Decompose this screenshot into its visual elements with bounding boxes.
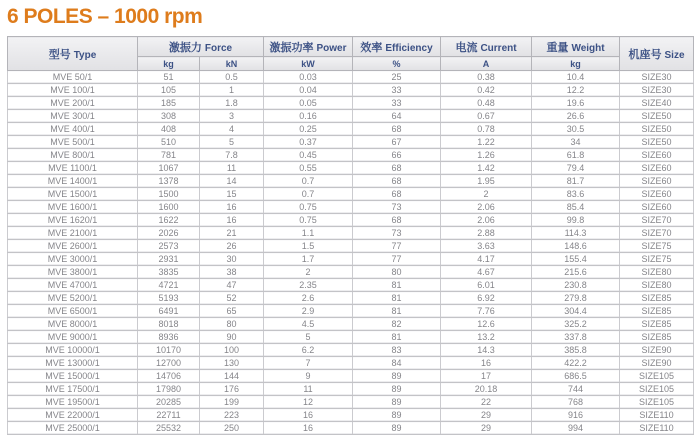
table-cell: 5: [200, 136, 264, 149]
page-title: 6 POLES – 1000 rpm: [7, 5, 203, 28]
table-cell: 6491: [138, 305, 200, 318]
table-cell: MVE 13000/1: [8, 357, 138, 370]
col-header-weight-zh: 重量: [546, 41, 569, 54]
table-cell: 0.03: [264, 71, 353, 84]
table-cell: 67: [353, 136, 441, 149]
table-cell: 408: [138, 123, 200, 136]
table-cell: 81: [353, 292, 441, 305]
table-cell: 230.8: [532, 279, 620, 292]
table-cell: 83: [353, 344, 441, 357]
unit-force-kn: kN: [200, 57, 264, 71]
table-cell: 89: [353, 383, 441, 396]
table-cell: 114.3: [532, 227, 620, 240]
table-cell: MVE 50/1: [8, 71, 138, 84]
table-cell: MVE 100/1: [8, 84, 138, 97]
table-cell: 79.4: [532, 162, 620, 175]
table-row: [8, 97, 694, 110]
table-cell: SIZE40: [620, 97, 694, 110]
table-cell: SIZE90: [620, 344, 694, 357]
table-row: [8, 318, 694, 331]
table-cell: 0.16: [264, 110, 353, 123]
table-cell: 52: [200, 292, 264, 305]
table-cell: 65: [200, 305, 264, 318]
table-cell: 223: [200, 409, 264, 422]
table-cell: 1.42: [441, 162, 532, 175]
col-header-current-en: Current: [480, 42, 517, 54]
table-cell: SIZE105: [620, 383, 694, 396]
table-cell: 4721: [138, 279, 200, 292]
table-cell: 30.5: [532, 123, 620, 136]
table-cell: SIZE90: [620, 357, 694, 370]
table-cell: 1.5: [264, 240, 353, 253]
table-cell: 1.26: [441, 149, 532, 162]
table-cell: 155.4: [532, 253, 620, 266]
table-cell: 0.25: [264, 123, 353, 136]
table-cell: 81.7: [532, 175, 620, 188]
table-cell: 8936: [138, 331, 200, 344]
table-cell: 7.8: [200, 149, 264, 162]
table-cell: 10.4: [532, 71, 620, 84]
table-cell: 2: [264, 266, 353, 279]
table-row: [8, 292, 694, 305]
table-cell: 0.45: [264, 149, 353, 162]
table-cell: 81: [353, 305, 441, 318]
table-cell: 2.06: [441, 214, 532, 227]
unit-current-a: A: [441, 57, 532, 71]
table-cell: 744: [532, 383, 620, 396]
spec-table: [7, 36, 694, 435]
col-header-weight-en: Weight: [571, 42, 605, 54]
table-cell: 17: [441, 370, 532, 383]
table-cell: 12.6: [441, 318, 532, 331]
table-cell: MVE 1620/1: [8, 214, 138, 227]
table-cell: 8018: [138, 318, 200, 331]
table-cell: 11: [200, 162, 264, 175]
table-cell: MVE 17500/1: [8, 383, 138, 396]
table-cell: 130: [200, 357, 264, 370]
table-row: [8, 227, 694, 240]
table-cell: 304.4: [532, 305, 620, 318]
table-cell: 4: [200, 123, 264, 136]
table-row: [8, 162, 694, 175]
table-cell: 73: [353, 227, 441, 240]
table-cell: MVE 2100/1: [8, 227, 138, 240]
table-cell: 68: [353, 162, 441, 175]
table-cell: MVE 1100/1: [8, 162, 138, 175]
table-cell: 16: [200, 201, 264, 214]
table-cell: 105: [138, 84, 200, 97]
table-cell: MVE 3800/1: [8, 266, 138, 279]
col-header-force-zh: 激振力: [168, 41, 202, 54]
table-cell: 0.75: [264, 214, 353, 227]
table-cell: 1067: [138, 162, 200, 175]
table-row: [8, 266, 694, 279]
table-cell: 90: [200, 331, 264, 344]
table-cell: 81: [353, 279, 441, 292]
table-cell: 73: [353, 201, 441, 214]
table-cell: 176: [200, 383, 264, 396]
col-header-size-zh: 机座号: [628, 48, 662, 61]
table-cell: MVE 400/1: [8, 123, 138, 136]
table-cell: SIZE30: [620, 84, 694, 97]
table-cell: 29: [441, 422, 532, 435]
col-header-current-zh: 电流: [455, 41, 478, 54]
table-row: [8, 84, 694, 97]
table-cell: 4.17: [441, 253, 532, 266]
table-row: [8, 136, 694, 149]
table-row: [8, 370, 694, 383]
table-cell: 14: [200, 175, 264, 188]
table-cell: 422.2: [532, 357, 620, 370]
table-cell: 33: [353, 97, 441, 110]
table-row: [8, 331, 694, 344]
table-cell: SIZE75: [620, 240, 694, 253]
table-row: [8, 123, 694, 136]
table-cell: SIZE70: [620, 227, 694, 240]
table-cell: 199: [200, 396, 264, 409]
table-cell: MVE 15000/1: [8, 370, 138, 383]
col-header-size: [620, 37, 694, 71]
table-cell: 77: [353, 253, 441, 266]
table-cell: MVE 5200/1: [8, 292, 138, 305]
table-row: [8, 201, 694, 214]
col-header-size-en: Size: [664, 49, 685, 61]
table-cell: 20.18: [441, 383, 532, 396]
table-cell: 5193: [138, 292, 200, 305]
table-cell: 0.7: [264, 175, 353, 188]
table-cell: 89: [353, 409, 441, 422]
table-cell: 16: [200, 214, 264, 227]
table-cell: 10170: [138, 344, 200, 357]
table-cell: 100: [200, 344, 264, 357]
unit-efficiency-pct: %: [353, 57, 441, 71]
table-cell: 3: [200, 110, 264, 123]
table-cell: 686.5: [532, 370, 620, 383]
col-header-power-zh: 激振功率: [269, 41, 314, 54]
table-cell: 61.8: [532, 149, 620, 162]
table-cell: 89: [353, 396, 441, 409]
table-cell: 68: [353, 175, 441, 188]
table-cell: 0.37: [264, 136, 353, 149]
table-row: [8, 149, 694, 162]
table-cell: 2.35: [264, 279, 353, 292]
table-cell: 47: [200, 279, 264, 292]
table-cell: 994: [532, 422, 620, 435]
table-cell: 12.2: [532, 84, 620, 97]
col-header-efficiency-zh: 效率: [360, 41, 383, 54]
unit-power-kw: kW: [264, 57, 353, 71]
table-cell: 64: [353, 110, 441, 123]
table-cell: 34: [532, 136, 620, 149]
table-cell: 26: [200, 240, 264, 253]
table-cell: 2.06: [441, 201, 532, 214]
table-cell: MVE 8000/1: [8, 318, 138, 331]
table-cell: 0.67: [441, 110, 532, 123]
table-cell: MVE 300/1: [8, 110, 138, 123]
table-row: [8, 71, 694, 84]
table-cell: 337.8: [532, 331, 620, 344]
table-cell: 2026: [138, 227, 200, 240]
table-row: [8, 305, 694, 318]
table-cell: 99.8: [532, 214, 620, 227]
table-cell: 250: [200, 422, 264, 435]
table-cell: MVE 500/1: [8, 136, 138, 149]
table-cell: MVE 6500/1: [8, 305, 138, 318]
table-cell: 89: [353, 370, 441, 383]
table-cell: 80: [200, 318, 264, 331]
table-cell: SIZE105: [620, 396, 694, 409]
table-cell: SIZE60: [620, 201, 694, 214]
table-cell: 51: [138, 71, 200, 84]
table-cell: 89: [353, 422, 441, 435]
table-cell: 916: [532, 409, 620, 422]
table-cell: 1622: [138, 214, 200, 227]
table-cell: 385.8: [532, 344, 620, 357]
table-cell: 29: [441, 409, 532, 422]
col-header-type-zh: 型号: [48, 48, 71, 61]
col-header-current: [441, 37, 532, 57]
table-cell: 3.63: [441, 240, 532, 253]
table-cell: MVE 4700/1: [8, 279, 138, 292]
table-cell: 0.05: [264, 97, 353, 110]
table-cell: 2.9: [264, 305, 353, 318]
table-cell: 768: [532, 396, 620, 409]
table-cell: 14.3: [441, 344, 532, 357]
table-cell: 1.7: [264, 253, 353, 266]
table-cell: SIZE85: [620, 318, 694, 331]
table-cell: 19.6: [532, 97, 620, 110]
table-cell: 77: [353, 240, 441, 253]
col-header-force: [138, 37, 264, 57]
col-header-power: [264, 37, 353, 57]
table-cell: 148.6: [532, 240, 620, 253]
table-cell: 84: [353, 357, 441, 370]
table-cell: 80: [353, 266, 441, 279]
table-cell: 25532: [138, 422, 200, 435]
table-cell: 26.6: [532, 110, 620, 123]
table-cell: MVE 200/1: [8, 97, 138, 110]
table-cell: 185: [138, 97, 200, 110]
table-cell: 38: [200, 266, 264, 279]
table-cell: MVE 10000/1: [8, 344, 138, 357]
table-cell: SIZE75: [620, 253, 694, 266]
table-row: [8, 175, 694, 188]
table-cell: SIZE60: [620, 175, 694, 188]
table-cell: SIZE70: [620, 214, 694, 227]
table-body: [8, 71, 694, 435]
col-header-efficiency: [353, 37, 441, 57]
table-cell: 1.22: [441, 136, 532, 149]
table-cell: SIZE50: [620, 123, 694, 136]
table-cell: MVE 9000/1: [8, 331, 138, 344]
table-cell: 4.5: [264, 318, 353, 331]
table-cell: 14706: [138, 370, 200, 383]
table-cell: SIZE105: [620, 370, 694, 383]
table-cell: 0.55: [264, 162, 353, 175]
table-cell: 1.1: [264, 227, 353, 240]
table-cell: 279.8: [532, 292, 620, 305]
table-cell: 30: [200, 253, 264, 266]
table-cell: 781: [138, 149, 200, 162]
table-cell: 215.6: [532, 266, 620, 279]
header-row-main: [8, 37, 694, 57]
table-cell: MVE 1400/1: [8, 175, 138, 188]
table-cell: 1: [200, 84, 264, 97]
table-cell: SIZE60: [620, 188, 694, 201]
table-cell: SIZE80: [620, 266, 694, 279]
table-cell: 0.7: [264, 188, 353, 201]
table-cell: 5: [264, 331, 353, 344]
table-cell: 13.2: [441, 331, 532, 344]
table-cell: 16: [441, 357, 532, 370]
table-cell: 0.48: [441, 97, 532, 110]
table-cell: 12: [264, 396, 353, 409]
table-cell: 83.6: [532, 188, 620, 201]
col-header-efficiency-en: Efficiency: [385, 42, 433, 54]
table-cell: 82: [353, 318, 441, 331]
unit-force-kg: kg: [138, 57, 200, 71]
table-cell: MVE 2600/1: [8, 240, 138, 253]
table-cell: MVE 22000/1: [8, 409, 138, 422]
table-cell: SIZE60: [620, 149, 694, 162]
table-cell: 22: [441, 396, 532, 409]
table-cell: 144: [200, 370, 264, 383]
table-header: [8, 37, 694, 71]
table-cell: 25: [353, 71, 441, 84]
table-cell: 0.38: [441, 71, 532, 84]
table-cell: 33: [353, 84, 441, 97]
table-cell: 7.76: [441, 305, 532, 318]
table-cell: 68: [353, 214, 441, 227]
table-cell: 22711: [138, 409, 200, 422]
table-cell: 325.2: [532, 318, 620, 331]
table-cell: SIZE85: [620, 331, 694, 344]
table-cell: MVE 1600/1: [8, 201, 138, 214]
table-cell: MVE 25000/1: [8, 422, 138, 435]
table-cell: 1.8: [200, 97, 264, 110]
table-cell: 1500: [138, 188, 200, 201]
col-header-power-en: Power: [316, 42, 347, 54]
table-cell: MVE 1500/1: [8, 188, 138, 201]
table-row: [8, 188, 694, 201]
table-row: [8, 110, 694, 123]
table-cell: 2931: [138, 253, 200, 266]
table-cell: MVE 800/1: [8, 149, 138, 162]
table-row: [8, 214, 694, 227]
table-row: [8, 409, 694, 422]
table-cell: 3835: [138, 266, 200, 279]
table-cell: 66: [353, 149, 441, 162]
table-cell: 2573: [138, 240, 200, 253]
unit-weight-kg: kg: [532, 57, 620, 71]
table-cell: SIZE50: [620, 136, 694, 149]
table-cell: 2.88: [441, 227, 532, 240]
table-row: [8, 357, 694, 370]
col-header-force-en: Force: [204, 42, 233, 54]
table-cell: 1600: [138, 201, 200, 214]
col-header-type-en: Type: [73, 49, 97, 61]
table-cell: 0.04: [264, 84, 353, 97]
table-cell: 0.42: [441, 84, 532, 97]
table-cell: 510: [138, 136, 200, 149]
table-cell: SIZE110: [620, 409, 694, 422]
table-cell: SIZE30: [620, 71, 694, 84]
table-cell: 6.01: [441, 279, 532, 292]
table-cell: 2.6: [264, 292, 353, 305]
table-row: [8, 383, 694, 396]
table-cell: SIZE60: [620, 162, 694, 175]
table-cell: 21: [200, 227, 264, 240]
table-row: [8, 344, 694, 357]
table-cell: 16: [264, 409, 353, 422]
table-cell: SIZE80: [620, 279, 694, 292]
table-cell: 4.67: [441, 266, 532, 279]
table-cell: 81: [353, 331, 441, 344]
table-cell: MVE 19500/1: [8, 396, 138, 409]
table-cell: 7: [264, 357, 353, 370]
table-cell: 16: [264, 422, 353, 435]
table-cell: 0.78: [441, 123, 532, 136]
col-header-weight: [532, 37, 620, 57]
table-cell: 0.75: [264, 201, 353, 214]
table-row: [8, 240, 694, 253]
table-cell: 68: [353, 123, 441, 136]
table-cell: 17980: [138, 383, 200, 396]
table-cell: 308: [138, 110, 200, 123]
table-cell: 9: [264, 370, 353, 383]
table-cell: 68: [353, 188, 441, 201]
table-cell: SIZE85: [620, 305, 694, 318]
table-row: [8, 422, 694, 435]
table-cell: 85.4: [532, 201, 620, 214]
table-row: [8, 253, 694, 266]
table-cell: SIZE85: [620, 292, 694, 305]
table-cell: 6.92: [441, 292, 532, 305]
table-row: [8, 279, 694, 292]
table-cell: 1378: [138, 175, 200, 188]
table-cell: 15: [200, 188, 264, 201]
table-cell: 2: [441, 188, 532, 201]
table-cell: 20285: [138, 396, 200, 409]
table-cell: 11: [264, 383, 353, 396]
table-cell: SIZE110: [620, 422, 694, 435]
table-cell: 0.5: [200, 71, 264, 84]
table-cell: SIZE50: [620, 110, 694, 123]
table-row: [8, 396, 694, 409]
table-cell: 6.2: [264, 344, 353, 357]
table-cell: 1.95: [441, 175, 532, 188]
table-cell: MVE 3000/1: [8, 253, 138, 266]
col-header-type: [8, 37, 138, 71]
table-cell: 12700: [138, 357, 200, 370]
